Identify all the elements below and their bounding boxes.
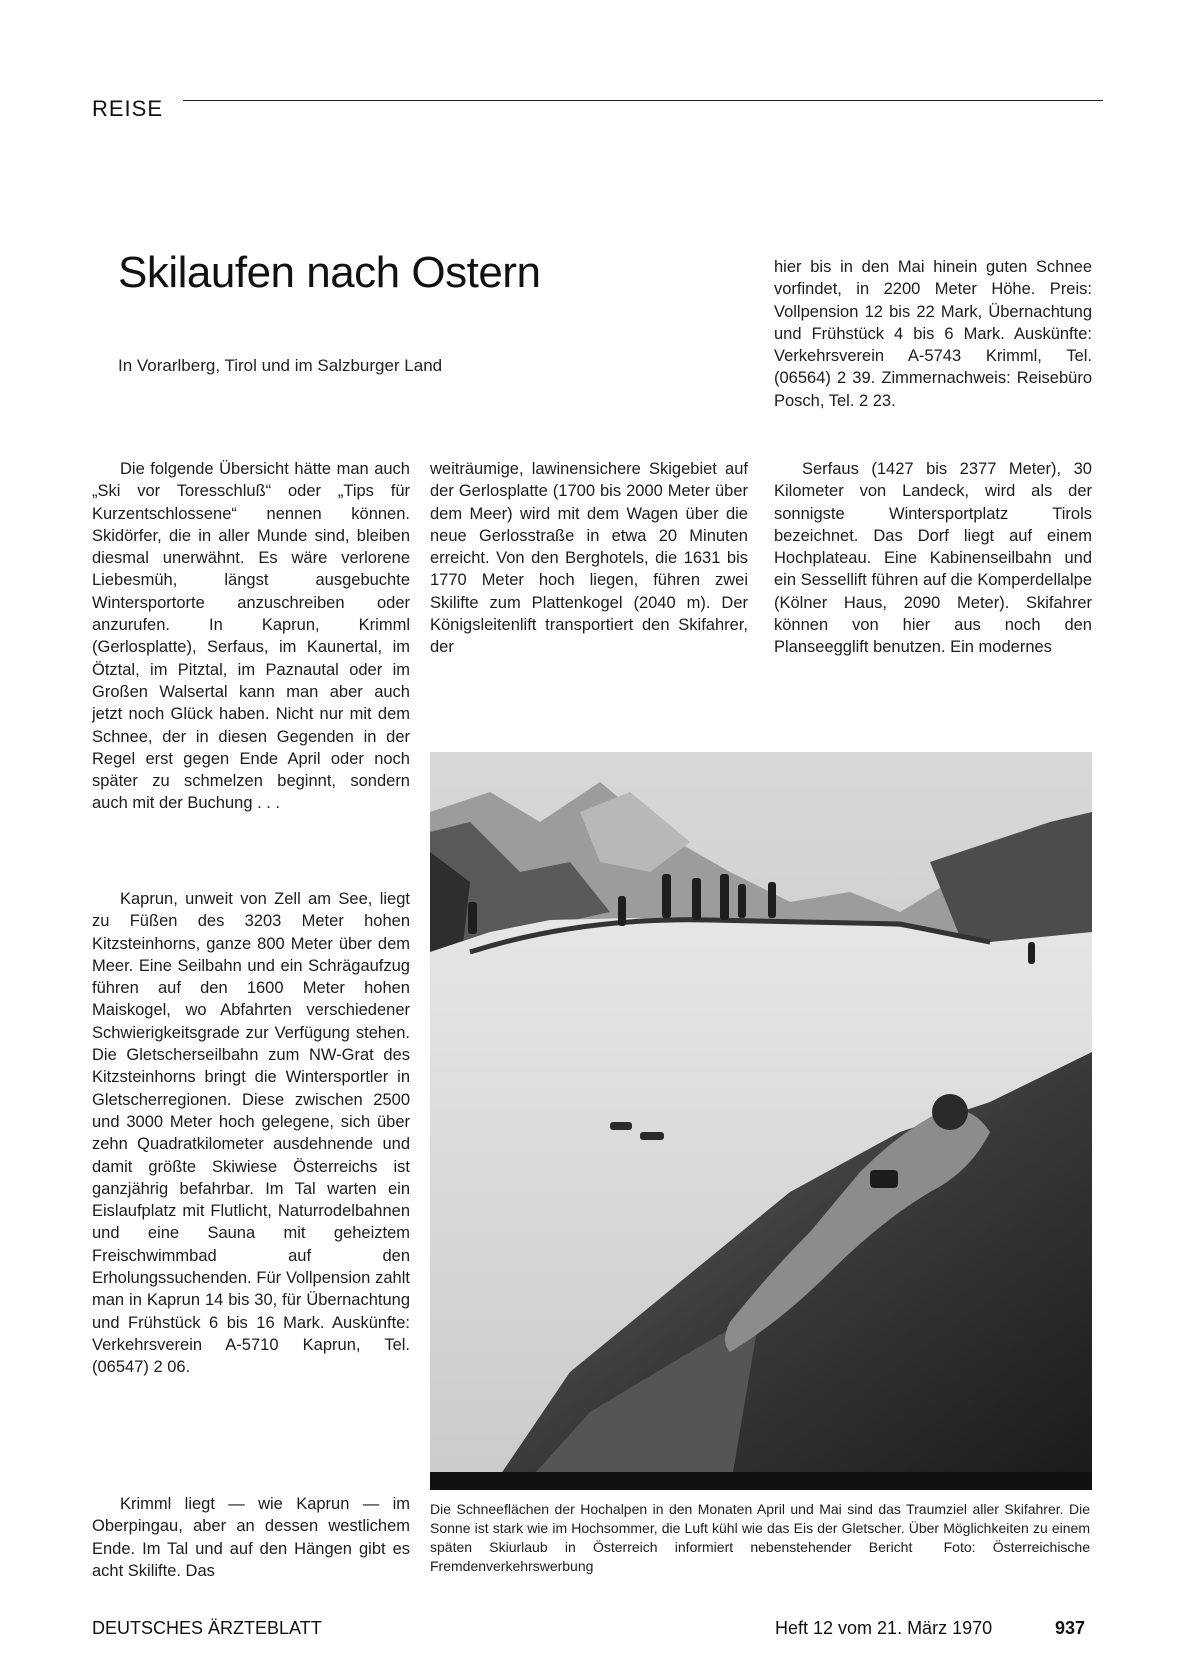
photo-alpine-skiers [430,752,1092,1490]
paragraph-krimml-continued: hier bis in den Mai hinein guten Schnee vorfindet, in 2200 Meter Höhe. Preis: Vollpension 12 bis 22 Mark, Übernachtung und Frühstück 4 bis 6 Mark. Auskünfte: Verkehrsverein A-5743 Krimml, Tel. (06564) 2 39. Zimmernachweis: Reisebüro Posch, Tel. 2 23. [774,258,1092,410]
column-1-block-2 [92,888,410,1379]
section-label: REISE [92,96,164,121]
column-3-main [774,458,1092,659]
column-2 [430,458,748,659]
column-1-block-3 [92,1493,410,1582]
paragraph-gerlosplatte: weiträumige, lawinensichere Skigebiet auf der Gerlosplatte (1700 bis 2000 Meter über dem Meer) wird mit dem Wagen über die neue Gerlosstraße in etwa 20 Minuten erreicht. Von den Berghotels, die 1631 bis 1770 Meter hoch liegen, führen zwei Skilifte zum Plattenkogel (2040 m). Der Königsleitenlift transportiert den Skifahrer, der [430,460,748,657]
article-title: Skilaufen nach Ostern [118,248,541,297]
column-3-top [774,256,1092,412]
paragraph-serfaus: Serfaus (1427 bis 2377 Meter), 30 Kilometer von Landeck, wird als der sonnigste Wintersportplatz Tirols bezeichnet. Das Dorf liegt auf einem Hochplateau. Eine Kabinenseilbahn und ein Sessellift führen auf die Komperdellalpe (Kölner Haus, 2090 Meter). Skifahrer können von hier aus noch den Planseegglift benutzen. Ein modernes [774,460,1092,657]
article-subtitle: In Vorarlberg, Tirol und im Salzburger Land [118,356,443,375]
paragraph-kaprun: Kaprun, unweit von Zell am See, liegt zu Füßen des 3203 Meter hohen Kitzsteinhorns, ganze 800 Meter über dem Meer. Eine Seilbahn und ein Schrägaufzug führen auf den 1600 Meter hohen Maiskogel, wo Abfahrten verschiedener Schwierigkeitsgrade zur Verfügung stehen. Die Gletscherseilbahn zum NW-Grat des Kitzsteinhorns bringt die Wintersportler in Gletscherregionen. Diese zwischen 2500 und 3000 Meter hoch gelegene, sich über zehn Quadratkilometer ausdehnende und damit größte Skiwiese Österreichs ist ganzjährig befahrbar. Im Tal warten ein Eislaufplatz mit Flutlicht, Naturrodelbahnen und eine Sauna mit geheiztem Freischwimmbad auf den Erholungssuchenden. Für Vollpension zahlt man in Kaprun 14 bis 30, für Übernachtung und Frühstück 6 bis 16 Mark. Auskünfte: Verkehrsverein A-5710 Kaprun, Tel. (06547) 2 06. [92,890,410,1377]
paragraph-krimml: Krimml liegt — wie Kaprun — im Oberpingau, aber an dessen westlichem Ende. Im Tal und auf den Hängen gibt es acht Skilifte. Das [92,1495,410,1580]
photo-credit: Foto: Österreichische Fremdenverkehrswerbung [430,1539,1090,1574]
footer-issue: Heft 12 vom 21. März 1970 [775,1618,993,1638]
column-1-block-1 [92,458,410,815]
footer-journal-name: DEUTSCHES ÄRZTEBLATT [92,1618,322,1638]
footer-page-number: 937 [1055,1618,1086,1638]
paragraph-intro: Die folgende Übersicht hätte man auch „Ski vor Toresschluß“ oder „Tips für Kurzentschlossene“ nennen können. Skidörfer, die in aller Munde sind, bleiben diesmal unerwähnt. Es wäre verlorene Liebesmüh, längst ausgebuchte Wintersportorte anzuschreiben oder anzurufen. In Kaprun, Krimml (Gerlosplatte), Serfaus, im Kaunertal, im Ötztal, im Pitztal, im Paznautal oder im Großen Walsertal kann man aber auch jetzt noch Glück haben. Nicht nur mit dem Schnee, der in diesen Gegenden in der Regel erst gegen Ende April oder noch später zu schmelzen beginnt, sondern auch mit der Buchung . . . [92,460,410,813]
photo-illustration [430,752,1092,1490]
photo-caption [430,1500,1090,1576]
section-rule [183,100,1103,101]
photo-caption-text: Die Schneeflächen der Hochalpen in den Monaten April und Mai sind das Traumziel aller Skifahrer. Die Sonne ist stark wie im Hochsommer, die Luft kühl wie das Eis der Gletscher. Über Möglichkeiten zu einem späten Skiurlaub in Österreich informiert nebenstehender Bericht [430,1501,1090,1555]
